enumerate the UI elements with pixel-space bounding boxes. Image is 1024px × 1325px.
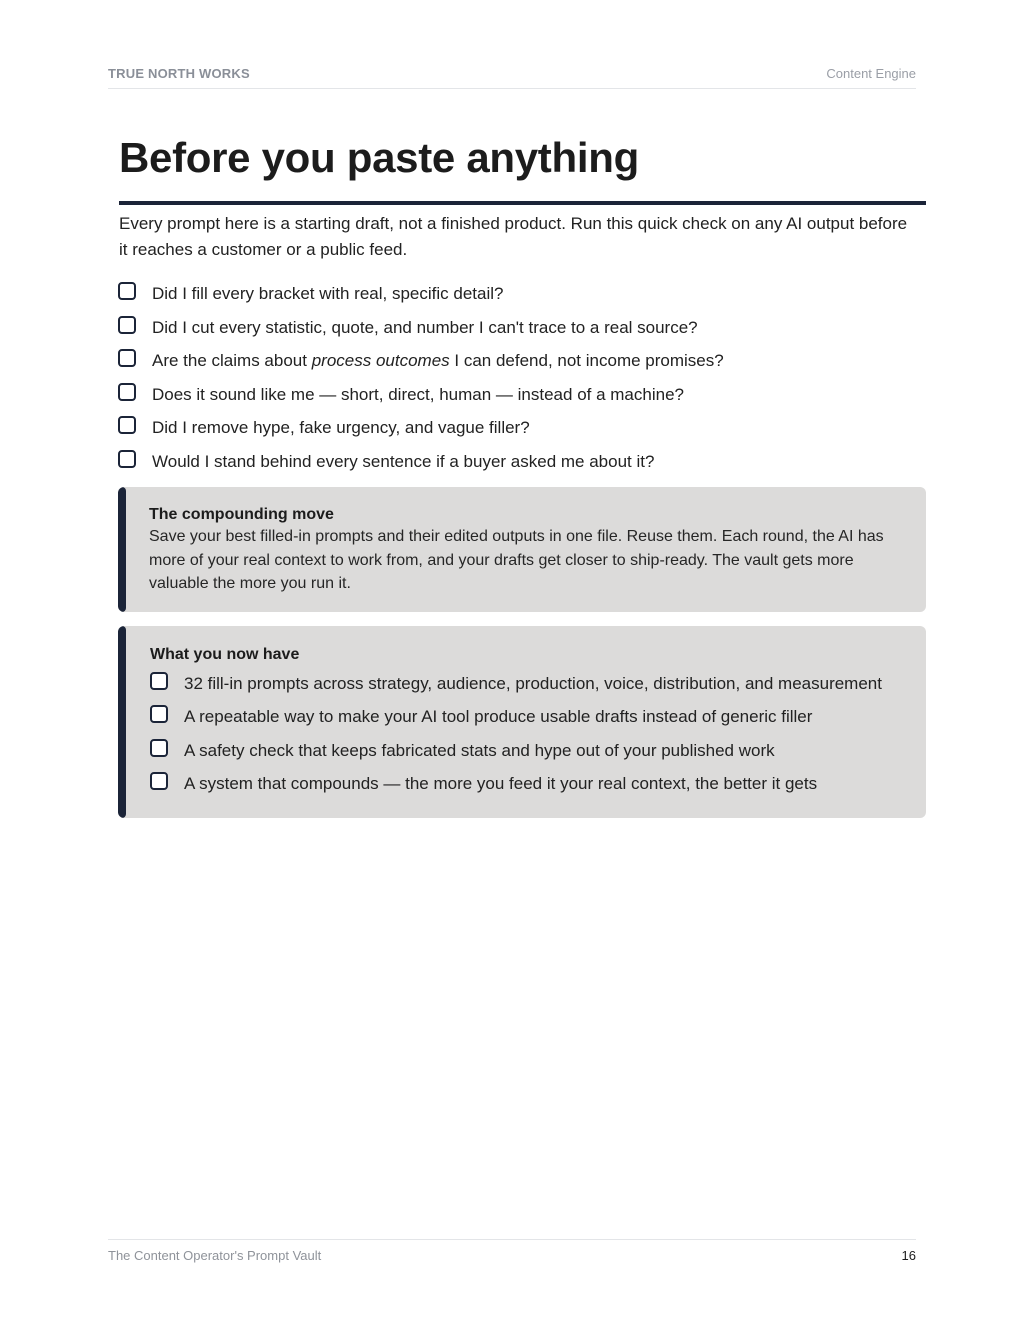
checklist-text-before: Are the claims about [152,351,312,370]
title-rule [119,201,926,205]
compounding-callout [118,487,926,612]
callout-accent-bar [118,487,126,612]
checkbox-icon[interactable] [118,416,136,434]
section-name: Content Engine [826,66,916,81]
brand-name: TRUE NORTH WORKS [108,66,250,81]
checkbox-icon[interactable] [118,349,136,367]
checklist-item-text [152,351,724,370]
checkbox-icon[interactable] [150,672,168,690]
callout-body: Save your best filled-in prompts and their edited outputs in one file. Reuse them. Each round, the AI has more of your real context to work from, and your drafts get closer to ship-ready. The vault gets more valuable the more you run it. [149,528,884,592]
now-have-item [149,771,882,804]
checkbox-icon[interactable] [118,282,136,300]
page-footer [108,1239,916,1263]
checklist-item [117,281,724,315]
checkbox-icon[interactable] [118,383,136,401]
checkbox-icon[interactable] [150,705,168,723]
checklist-item-text: Did I cut every statistic, quote, and number I can't trace to a real source? [152,317,698,337]
callout-accent-bar [118,626,126,818]
checklist-item [117,348,724,382]
checkbox-icon[interactable] [118,316,136,334]
checklist-item [117,382,724,416]
now-have-item [149,738,882,771]
checkbox-icon[interactable] [150,772,168,790]
now-have-item-text: A repeatable way to make your AI tool produce usable drafts instead of generic filler [184,707,813,727]
checklist-item-text: Would I stand behind every sentence if a buyer asked me about it? [152,451,655,471]
checklist-text-after: I can defend, not income promises? [449,351,724,370]
callout-heading: What you now have [150,646,300,663]
intro-paragraph: Every prompt here is a starting draft, not a finished product. Run this quick check on any AI output before it reaches a customer or a public feed. [119,214,908,259]
checklist-item-text: Does it sound like me — short, direct, human — instead of a machine? [152,384,684,404]
checkbox-icon[interactable] [150,739,168,757]
now-have-item [149,671,882,704]
page-number: 16 [901,1248,916,1263]
checklist-text-emphasis: process outcomes [311,351,450,370]
checklist-item-text: Did I fill every bracket with real, specific detail? [152,284,504,303]
checklist-item [117,415,724,449]
now-have-item [149,704,882,737]
checkbox-icon[interactable] [118,450,136,468]
now-have-callout [118,626,926,818]
pre-paste-checklist [117,281,724,482]
page-title: Before you paste anything [119,134,639,181]
footer-title: The Content Operator's Prompt Vault [108,1248,322,1263]
callout-heading: The compounding move [149,506,334,523]
checklist-item [117,449,724,483]
now-have-list [149,671,882,804]
now-have-item-text: A system that compounds — the more you feed it your real context, the better it gets [184,773,818,793]
now-have-item-text: 32 fill-in prompts across strategy, audience, production, voice, distribution, and measurement [184,674,882,693]
checklist-item-text: Did I remove hype, fake urgency, and vague filler? [152,418,530,437]
now-have-item-text: A safety check that keeps fabricated stats and hype out of your published work [184,740,775,760]
checklist-item [117,315,724,349]
page-header [108,66,916,89]
